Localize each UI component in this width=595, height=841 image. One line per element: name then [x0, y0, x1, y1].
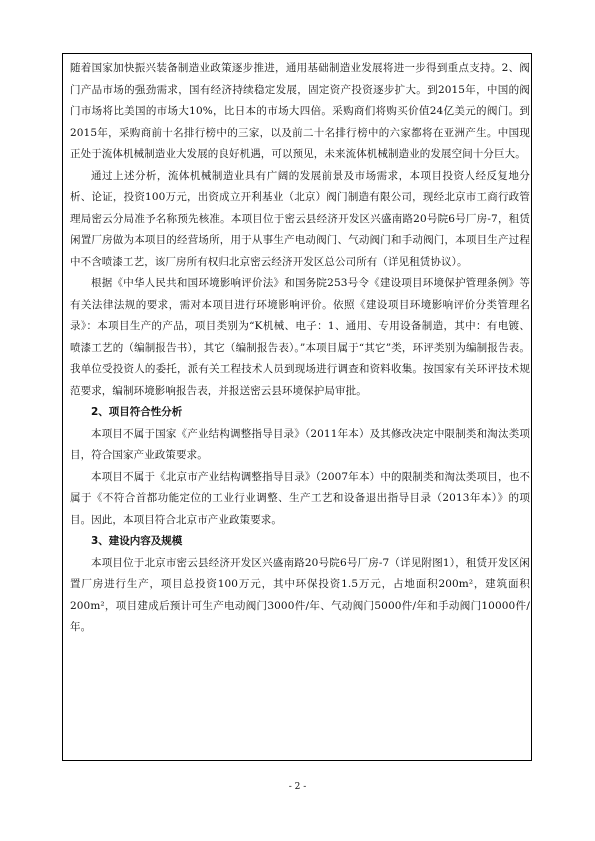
paragraph-legal-basis: 根据《中华人民共和国环境影响评价法》和国务院253号令《建设项目环境保护管理条例》等有关法律法规的要求，需对本项目进行环境影响评价。依照《建设项目环境影响评价分类管理名录》：本项目生产的产品，项目类别为“K机械、电子：1、通用、专用设备制造，其中：有电镀、喷漆工艺的（编制报告书），其它（编制报告表）。”本项目属于“其它”类，环评类别为编制报告表。我单位受投资人的委托，派有关工程技术人员到现场进行调查和资料收集。按国家有关环评技术规范要求，编制环境影响报告表，并报送密云县环境保护局审批。	[70, 277, 530, 397]
paragraph-construction-scope: 本项目位于北京市密云县经济开发区兴盛南路20号院6号厂房-7（详见附图1），租赁开发区闲置厂房进行生产，项目总投资100万元，其中环保投资1.5万元，占地面积200m²，建筑面积200m²，项目建成后预计可生产电动阀门3000件/年、气动阀门5000件/年和手动阀门10000件/年。	[70, 556, 530, 633]
paragraph-beijing-policy: 本项目不属于《北京市产业结构调整指导目录》（2007年本）中的限制类和淘汰类项目，也不属于《不符合首都功能定位的工业行业调整、生产工艺和设备退出指导目录（2013年本）》的项目。因此，本项目符合北京市产业政策要求。	[70, 470, 530, 526]
section-heading-scope: 3、建设内容及规模	[91, 535, 183, 547]
paragraph-national-policy: 本项目不属于国家《产业结构调整指导目录》（2011年本）及其修改决定中限制类和淘汰类项目，符合国家产业政策要求。	[70, 427, 530, 461]
document-body	[70, 58, 530, 639]
paragraph-analysis: 通过上述分析，流体机械制造业具有广阔的发展前景及市场需求，本项目投资人经反复地分析、论证，投资100万元，出资成立开利基业（北京）阀门制造有限公司，现经北京市工商行政管理局密云分局准予名称预先核准。本项目位于密云县经济开发区兴盛南路20号院6号厂房-7，租赁闲置厂房做为本项目的经营场所，用于从事生产电动阀门、气动阀门和手动阀门，本项目生产过程中不含喷漆工艺，该厂房所有权归北京密云经济开发区总公司所有（详见租赁协议）。	[70, 169, 530, 268]
paragraph-market-outlook: 随着国家加快振兴装备制造业政策逐步推进，通用基础制造业发展将进一步得到重点支持。2、阀门产品市场的强劲需求，国有经济持续稳定发展，固定资产投资逐步扩大。到2015年，中国的阀门市场将比美国的市场大10%，比日本的市场大四倍。采购商们将购买价值24亿美元的阀门。到2015年，采购商前十名排行榜中的三家，以及前二十名排行榜中的六家都将在亚洲产生。中国现正处于流体机械制造业大发展的良好机遇，可以预见，未来流体机械制造业的发展空间十分巨大。	[70, 62, 530, 160]
page-number: - 2 -	[288, 782, 307, 792]
section-heading-compliance: 2、项目符合性分析	[91, 406, 183, 418]
